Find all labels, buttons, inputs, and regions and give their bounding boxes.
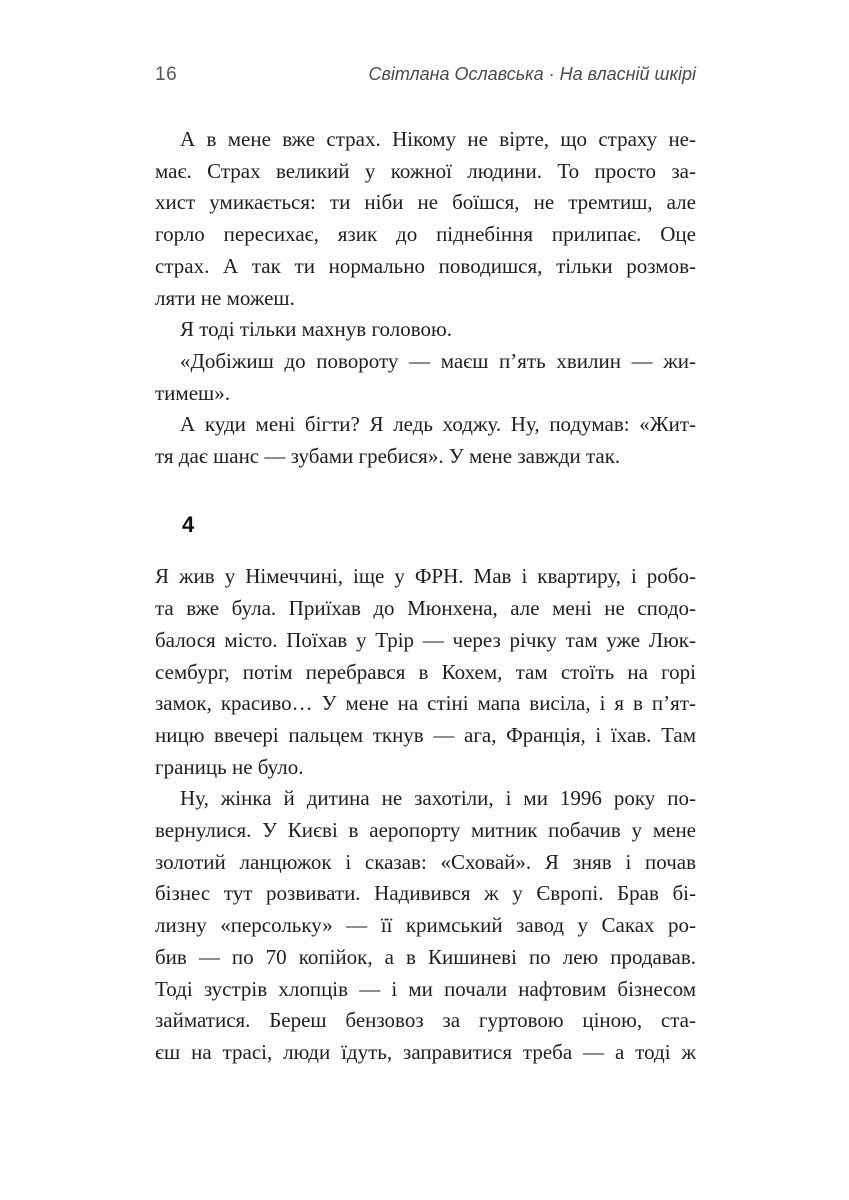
paragraph	[155, 124, 696, 314]
paragraph	[155, 409, 696, 472]
text-line: ницю ввечері пальцем ткнув — ага, Франція, і їхав. Там	[155, 722, 696, 747]
paragraph	[155, 561, 696, 783]
text-line: Я тоді тільки махнув головою.	[180, 317, 452, 342]
text-line: горло пересихає, язик до піднебіння прилипає. Оце	[155, 222, 696, 247]
paragraph	[155, 314, 696, 346]
text-line: лизну «персольку» — її кримський завод у Саках ро-	[155, 913, 696, 938]
text-line: має. Страх великий у кожної людини. То просто за-	[155, 158, 696, 183]
text-line: єш на трасі, люди їдуть, заправитися треба — а тоді ж	[155, 1039, 696, 1064]
running-head	[155, 64, 696, 86]
text-line: страх. А так ти нормально поводишся, тільки розмов-	[155, 253, 696, 278]
text-line: бізнес тут розвивати. Надивився ж у Європі. Брав бі-	[155, 881, 696, 906]
text-line: Ну, жінка й дитина не захотіли, і ми 1996 року по-	[180, 786, 696, 811]
text-line: тимеш».	[155, 380, 230, 405]
page-body	[155, 124, 696, 1069]
section-heading: 4	[182, 511, 195, 537]
text-block-after	[155, 561, 696, 1068]
text-line: вернулися. У Києві в аеропорту митник побачив у мене	[155, 818, 696, 843]
text-line: золотий ланцюжок і сказав: «Сховай». Я зняв і почав	[155, 849, 696, 874]
text-line: та вже була. Приїхав до Мюнхена, але мені не сподо-	[155, 596, 696, 621]
text-line: сембург, потім перебрався в Кохем, там стоїть на горі	[155, 659, 696, 684]
paragraph	[155, 783, 696, 1068]
running-title: Світлана Ославська · На власній шкірі	[368, 64, 696, 84]
text-line: Я жив у Німеччині, іще у ФРН. Мав і квартиру, і робо-	[155, 564, 696, 589]
text-line: займатися. Береш бензовоз за гуртовою ціною, ста-	[155, 1008, 696, 1033]
text-line: «Добіжиш до повороту — маєш п’ять хвилин — жи-	[180, 348, 696, 373]
text-line: Тоді зустрів хлопців — і ми почали нафтовим бізнесом	[155, 976, 696, 1001]
text-line: ляти не можеш.	[155, 285, 295, 310]
text-line: А в мене вже страх. Нікому не вірте, що страху не-	[180, 127, 696, 151]
text-line: границь не було.	[155, 754, 304, 779]
text-line: А куди мені бігти? Я ледь ходжу. Ну, подумав: «Жит-	[180, 412, 696, 437]
text-line: бив — по 70 копійок, а в Кишиневі по лею продавав.	[155, 944, 696, 969]
text-line: хист умикається: ти ніби не боїшся, не тремтиш, але	[155, 190, 696, 215]
text-block-before	[155, 124, 696, 473]
text-line: замок, красиво… У мене на стіні мапа висіла, і я в п’ят-	[155, 691, 696, 716]
text-line: тя дає шанс — зубами гребися». У мене завжди так.	[155, 444, 621, 469]
paragraph	[155, 346, 696, 409]
page-number: 16	[155, 64, 178, 85]
text-line: балося місто. Поїхав у Трір — через річку там уже Люк-	[155, 627, 696, 652]
